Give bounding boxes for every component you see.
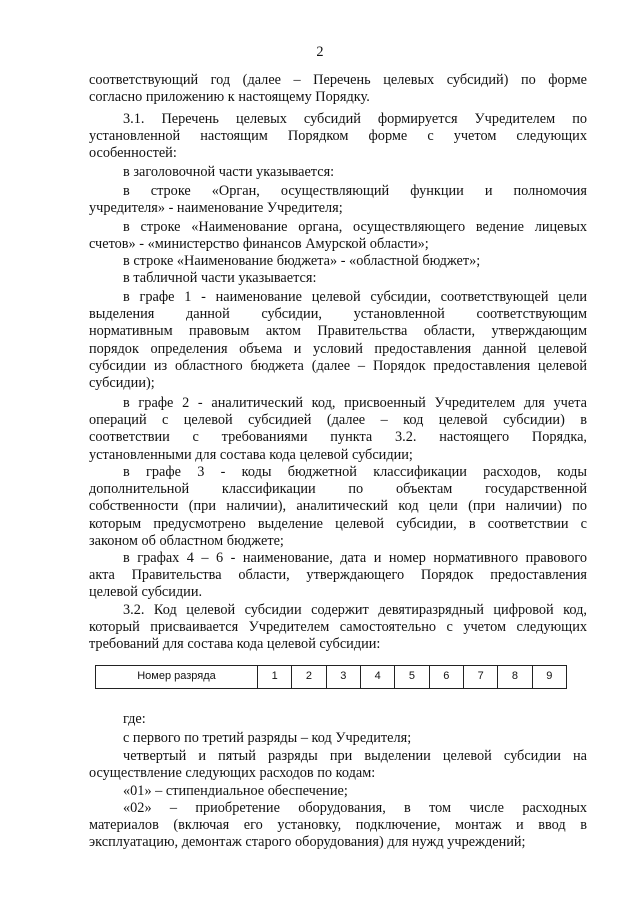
text-line: учредителя» - наименование Учредителя; bbox=[89, 200, 343, 217]
text-line: осуществление следующих расходов по кодам: bbox=[89, 765, 376, 782]
text-line: в заголовочной части указывается: bbox=[123, 164, 335, 180]
text-line: собственности (при наличии), аналитический код цели (при наличии) по bbox=[89, 498, 587, 515]
paragraph bbox=[89, 111, 587, 163]
paragraph bbox=[89, 550, 587, 602]
table-cell: 2 bbox=[292, 666, 326, 689]
text-line: четвертый и пятый разряды при выделении целевой субсидии на bbox=[123, 748, 587, 764]
paragraph bbox=[89, 730, 587, 747]
text-line: в графе 3 - коды бюджетной классификации расходов, коды bbox=[123, 464, 587, 480]
text-line: требований для состава кода целевой субсидии: bbox=[89, 636, 381, 653]
table-cell: 9 bbox=[532, 666, 566, 689]
text-line: которым предусмотрено выделение целевой субсидии, в соответствии с bbox=[89, 515, 587, 532]
paragraph bbox=[89, 602, 587, 654]
text-line: согласно приложению к настоящему Порядку. bbox=[89, 89, 370, 106]
text-line: 3.2. Код целевой субсидии содержит девятиразрядный цифровой код, bbox=[123, 602, 587, 618]
text-line: в строке «Наименование бюджета» - «областной бюджет»; bbox=[123, 253, 481, 269]
paragraph bbox=[89, 711, 587, 728]
paragraph bbox=[89, 783, 587, 800]
text-line: который присваивается Учредителем самостоятельно с учетом следующих bbox=[89, 619, 587, 636]
table-cell: 4 bbox=[360, 666, 394, 689]
paragraph bbox=[89, 289, 587, 392]
text-line: субсидии из областного бюджета (далее – Порядок предоставления целевой bbox=[89, 357, 587, 374]
text-line: в строке «Орган, осуществляющий функции и полномочия bbox=[123, 183, 587, 199]
paragraph bbox=[89, 219, 587, 253]
text-line: установленными для состава кода целевой субсидии; bbox=[89, 446, 413, 463]
table-header-cell: Номер разряда bbox=[96, 666, 258, 689]
paragraph bbox=[89, 270, 587, 287]
text-line: в графе 2 - аналитический код, присвоенный Учредителем для учета bbox=[123, 395, 587, 411]
table-row bbox=[96, 666, 567, 689]
paragraph bbox=[89, 253, 587, 270]
paragraph bbox=[89, 464, 587, 550]
text-line: соответствующий год (далее – Перечень целевых субсидий) по форме bbox=[89, 72, 587, 88]
text-line: особенностей: bbox=[89, 145, 177, 162]
paragraph bbox=[89, 183, 587, 217]
text-line: акта Правительства области, утверждающего Порядок предоставления bbox=[89, 567, 587, 584]
text-line: в строке «Наименование органа, осуществляющего ведение лицевых bbox=[123, 219, 587, 235]
table-cell: 3 bbox=[326, 666, 360, 689]
table-cell: 8 bbox=[498, 666, 532, 689]
paragraph bbox=[89, 72, 587, 106]
text-line: субсидии); bbox=[89, 375, 155, 392]
text-line: установленной настоящим Порядком форме с учетом следующих bbox=[89, 128, 587, 145]
table-cell: 7 bbox=[463, 666, 497, 689]
text-line: материалов (включая его установку, подключение, монтаж и ввод в bbox=[89, 817, 587, 834]
text-line: порядок определения объема и условий предоставления данной целевой bbox=[89, 340, 587, 357]
paragraph bbox=[89, 748, 587, 782]
text-line: дополнительной классификации по объектам государственной bbox=[89, 481, 587, 498]
text-line: операций с целевой субсидией (далее – код целевой субсидии) в bbox=[89, 412, 587, 429]
text-line: в табличной части указывается: bbox=[123, 270, 317, 286]
page-number: 2 bbox=[316, 44, 324, 60]
text-line: в графах 4 – 6 - наименование, дата и номер нормативного правового bbox=[123, 550, 587, 566]
digit-table bbox=[95, 665, 567, 689]
text-line: целевой субсидии. bbox=[89, 584, 203, 601]
text-line: с первого по третий разряды – код Учредителя; bbox=[123, 730, 412, 746]
text-line: соответствии с требованиями пункта 3.2. настоящего Порядка, bbox=[89, 429, 587, 446]
text-line: «02» – приобретение оборудования, в том числе расходных bbox=[123, 800, 587, 816]
text-line: выделения данной субсидии, установленной соответствующим bbox=[89, 306, 587, 323]
text-line: где: bbox=[123, 711, 146, 727]
text-line: законом об областном бюджете; bbox=[89, 532, 284, 549]
text-line: 3.1. Перечень целевых субсидий формируется Учредителем по bbox=[123, 111, 587, 127]
paragraph bbox=[89, 164, 587, 181]
table-cell: 6 bbox=[429, 666, 463, 689]
text-line: нормативным правовым актом Правительства области, утверждающим bbox=[89, 323, 587, 340]
text-line: «01» – стипендиальное обеспечение; bbox=[123, 783, 348, 799]
table-cell: 1 bbox=[258, 666, 292, 689]
paragraph bbox=[89, 395, 587, 464]
text-line: эксплуатацию, демонтаж старого оборудования) для нужд учреждений; bbox=[89, 834, 526, 851]
text-line: в графе 1 - наименование целевой субсидии, соответствующей цели bbox=[123, 289, 587, 305]
table-cell: 5 bbox=[395, 666, 429, 689]
text-line: счетов» - «министерство финансов Амурской области»; bbox=[89, 236, 429, 253]
paragraph bbox=[89, 800, 587, 852]
